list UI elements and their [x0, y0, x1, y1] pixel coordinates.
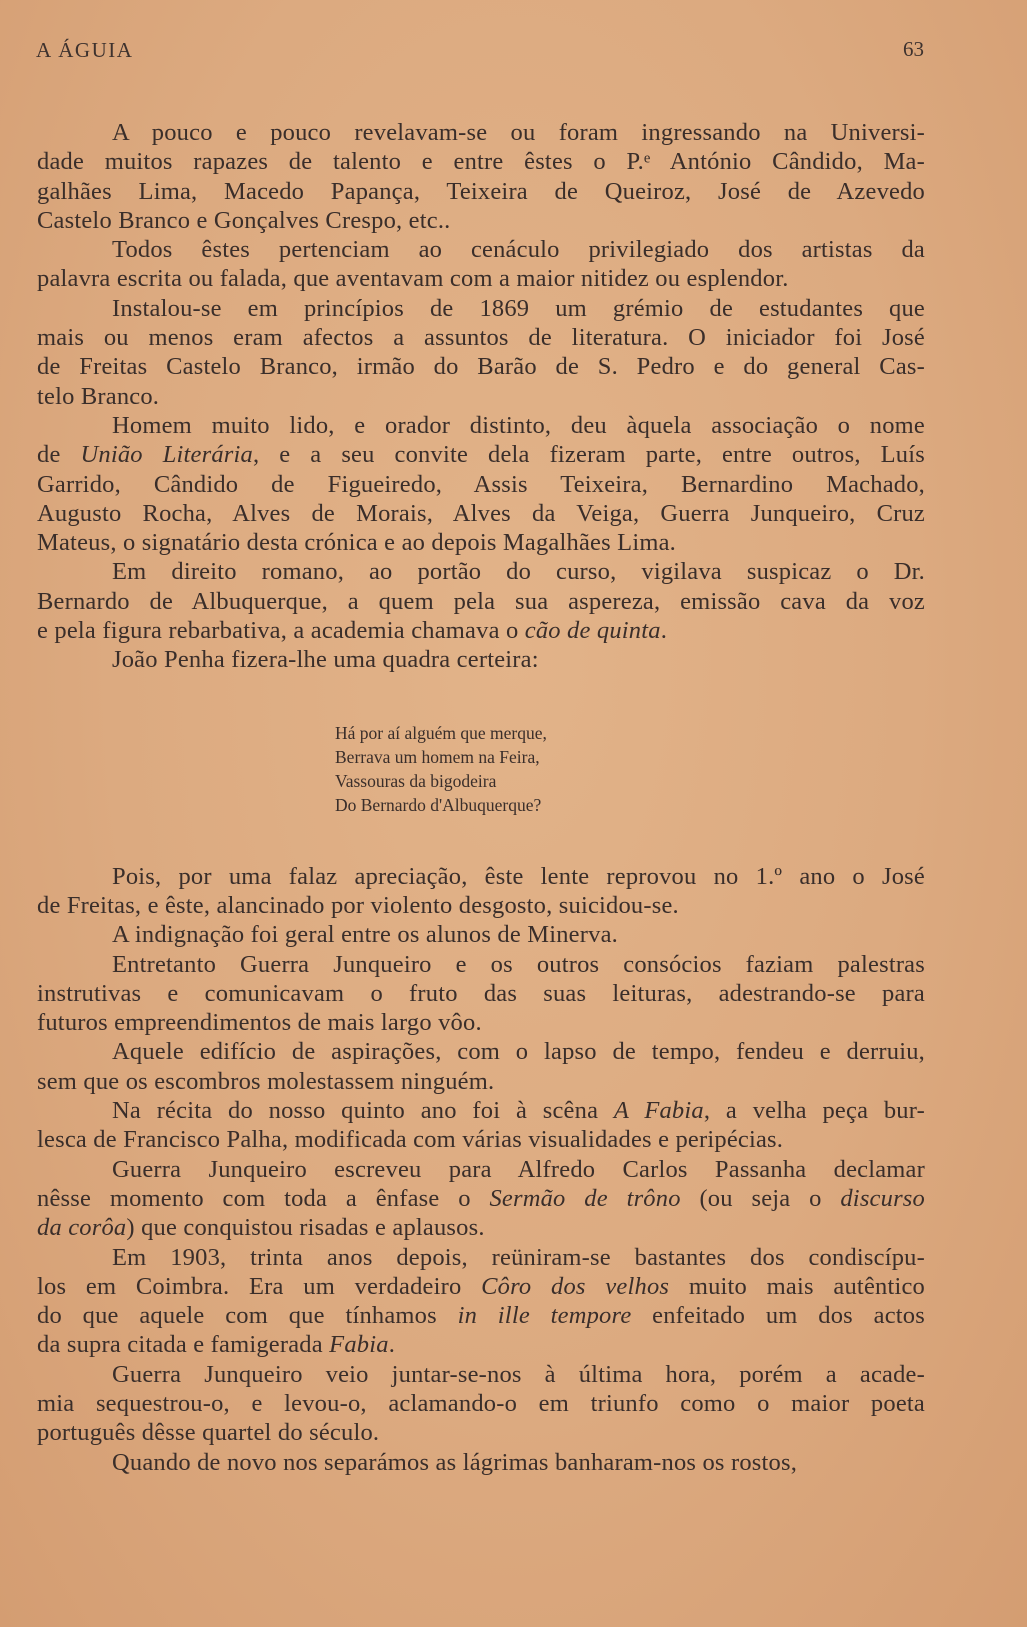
- text-line: los em Coimbra. Era um verdadeiro Côro dos velhos muito mais autêntico: [37, 1272, 925, 1300]
- body-text: [37, 118, 925, 1477]
- text-line: Castelo Branco e Gonçalves Crespo, etc..: [37, 206, 451, 234]
- poem-verse: Há por aí alguém que merque,: [335, 722, 547, 743]
- text-line: do que aquele com que tínhamos in ille tempore enfeitado um dos actos: [37, 1302, 925, 1330]
- text-line: e pela figura rebarbativa, a academia chamava o cão de quinta.: [37, 617, 668, 645]
- italic-phrase: A Fabia: [613, 1097, 704, 1125]
- text-line: Instalou-se em princípios de 1869 um grémio de estudantes que: [112, 294, 925, 322]
- text-line: de Freitas, e êste, alancinado por violento desgosto, suicidou-se.: [37, 891, 679, 919]
- text-line: português dêsse quartel do século.: [37, 1419, 380, 1447]
- text-line: de Freitas Castelo Branco, irmão do Barão de S. Pedro e do general Cas-: [37, 353, 925, 381]
- italic-phrase: in ille tempore: [457, 1302, 632, 1330]
- text-line: nêsse momento com toda a ênfase o Sermão de trôno (ou seja o discurso: [37, 1184, 925, 1212]
- running-title: A ÁGUIA: [36, 38, 134, 62]
- italic-phrase: Côro dos velhos: [481, 1272, 670, 1300]
- text-line: da supra citada e famigerada Fabia.: [37, 1331, 396, 1359]
- text-line: Bernardo de Albuquerque, a quem pela sua aspereza, emissão cava da voz: [37, 587, 925, 615]
- text-line: lesca de Francisco Palha, modificada com várias visualidades e peripécias.: [37, 1126, 784, 1154]
- text-line: futuros empreendimentos de mais largo vôo.: [37, 1009, 482, 1037]
- text-line: palavra escrita ou falada, que aventavam com a maior nitidez ou esplendor.: [37, 265, 789, 293]
- text-line: galhães Lima, Macedo Papança, Teixeira de Queiroz, José de Azevedo: [37, 177, 925, 205]
- poem-quatrain: [335, 721, 925, 817]
- text-line: A indignação foi geral entre os alunos de Minerva.: [112, 921, 618, 949]
- text-line: dade muitos rapazes de talento e entre êstes o P.ᵉ António Cândido, Ma-: [37, 148, 925, 176]
- poem-verse: Vassouras da bigodeira: [335, 770, 497, 791]
- text-line: Entretanto Guerra Junqueiro e os outros consócios faziam palestras: [112, 950, 925, 978]
- poem-verse: Berrava um homem na Feira,: [335, 746, 540, 767]
- text-line: mais ou menos eram afectos a assuntos de literatura. O iniciador foi José: [37, 324, 925, 352]
- text-line: A pouco e pouco revelavam-se ou foram ingressando na Universi-: [112, 119, 925, 146]
- text-before-poem: [37, 118, 925, 675]
- text-line: mia sequestrou-o, e levou-o, aclamando-o em triunfo como o maior poeta: [37, 1389, 925, 1417]
- italic-phrase: cão de quinta: [524, 617, 661, 645]
- text-line: sem que os escombros molestassem ninguém.: [37, 1067, 495, 1095]
- text-line: Guerra Junqueiro veio juntar-se-nos à última hora, porém a acade-: [112, 1360, 925, 1388]
- text-line: Pois, por uma falaz apreciação, êste lente reprovou no 1.º ano o José: [112, 862, 925, 890]
- text-line: Em 1903, trinta anos depois, reüniram-se bastantes dos condiscípu-: [112, 1243, 925, 1271]
- text-line: Garrido, Cândido de Figueiredo, Assis Teixeira, Bernardino Machado,: [37, 470, 925, 498]
- text-line: João Penha fizera-lhe uma quadra certeira:: [112, 646, 539, 674]
- italic-phrase: da corôa: [37, 1214, 127, 1242]
- text-line: Em direito romano, ao portão do curso, vigilava suspicaz o Dr.: [112, 558, 925, 586]
- text-line: da corôa) que conquistou risadas e aplausos.: [37, 1214, 485, 1242]
- text-line: de União Literária, e a seu convite dela fizeram parte, entre outros, Luís: [37, 441, 925, 469]
- page-number: 63: [903, 37, 924, 61]
- italic-phrase: União Literária: [80, 441, 253, 469]
- italic-phrase: Fabia: [329, 1331, 389, 1359]
- poem-verse: Do Bernardo d'Albuquerque?: [335, 794, 542, 815]
- text-line: Aquele edifício de aspirações, com o lapso de tempo, fendeu e derruiu,: [112, 1038, 925, 1066]
- text-line: Na récita do nosso quinto ano foi à scêna A Fabia, a velha peça bur-: [112, 1097, 925, 1125]
- text-line: Guerra Junqueiro escreveu para Alfredo Carlos Passanha declamar: [112, 1155, 925, 1183]
- text-line: instrutivas e comunicavam o fruto das suas leituras, adestrando-se para: [37, 979, 925, 1007]
- text-line: Mateus, o signatário desta crónica e ao depois Magalhães Lima.: [37, 529, 676, 557]
- text-line: Quando de novo nos separámos as lágrimas banharam-nos os rostos,: [112, 1448, 798, 1476]
- text-line: Todos êstes pertenciam ao cenáculo privilegiado dos artistas da: [112, 236, 925, 264]
- text-after-poem: [37, 862, 925, 1477]
- text-line: Augusto Rocha, Alves de Morais, Alves da Veiga, Guerra Junqueiro, Cruz: [37, 499, 925, 527]
- text-line: Homem muito lido, e orador distinto, deu àquela associação o nome: [112, 411, 925, 439]
- italic-phrase: Sermão de trôno: [489, 1184, 681, 1212]
- text-line: telo Branco.: [37, 382, 160, 410]
- italic-phrase: discurso: [840, 1184, 925, 1212]
